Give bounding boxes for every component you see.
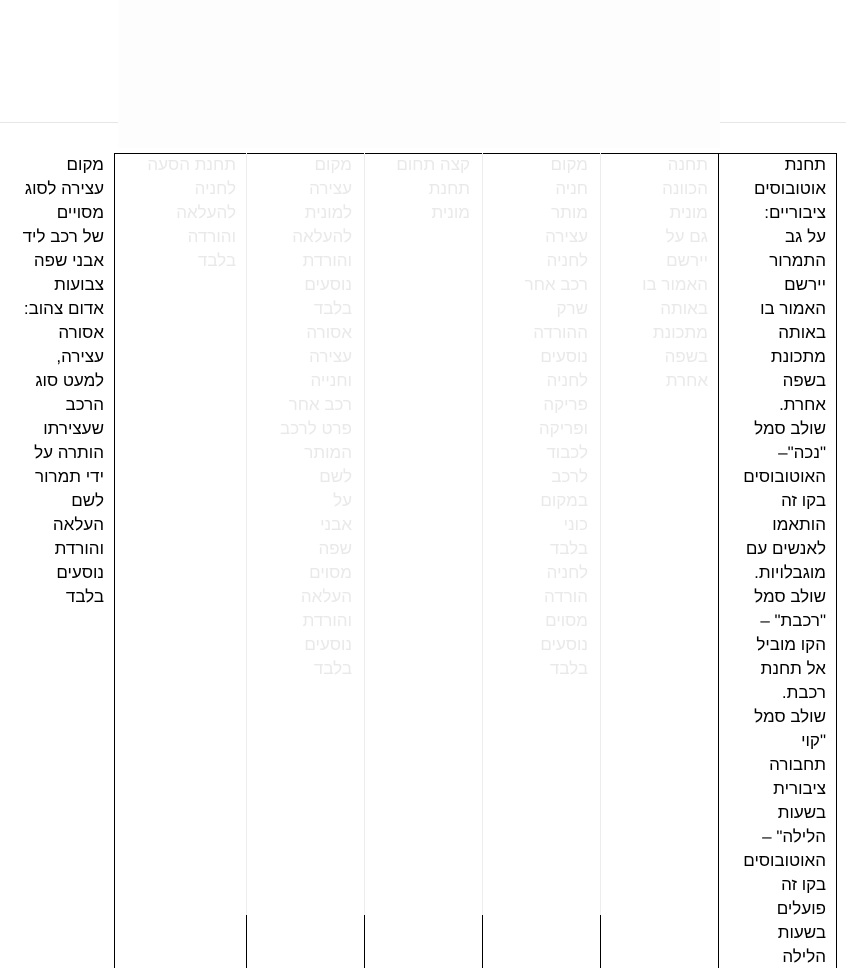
column-divider [246, 153, 247, 915]
column-divider [482, 915, 483, 968]
cell-line: אסורה [306, 323, 352, 342]
signs-table-frame [114, 153, 837, 968]
cell-line: והורדת [302, 251, 352, 270]
cell-line: לחניה [546, 563, 588, 582]
cell-line: האוטובוסים [743, 467, 826, 486]
cell-line: מקום [550, 155, 588, 174]
cell-line: רכב אחר [524, 275, 588, 294]
cell-line: הותרה על [34, 443, 104, 462]
cell-line: שרק [556, 299, 588, 318]
cell-line: והורדה [187, 227, 236, 246]
column-divider [364, 153, 365, 915]
page-rule-left [0, 122, 118, 123]
cell-line: להעלאה [176, 203, 236, 222]
cell-line: בשעות [777, 923, 826, 942]
cell-line: עצירה [309, 179, 352, 198]
cell-line: על גב [785, 227, 826, 246]
cell-line: מסויים [56, 203, 104, 222]
cell-line: אבני [320, 515, 352, 534]
cell-line: של רכב ליד [22, 227, 104, 246]
cell-parking-bay [525, 153, 588, 681]
cell-line: בלבד [549, 539, 588, 558]
cell-line: אסורה [58, 323, 104, 342]
cell-line: בלבד [313, 299, 352, 318]
cell-line: נוסעים [304, 635, 352, 654]
cell-colored-curb [396, 153, 470, 225]
cell-line: מסוים [309, 563, 352, 582]
cell-line: גם על [665, 227, 708, 246]
cell-line: והורדת [302, 611, 352, 630]
cell-line: האוטובוסים [743, 851, 826, 870]
cell-line: שולב סמל [754, 707, 826, 726]
column-divider [600, 915, 601, 968]
cell-loading-zone [280, 153, 352, 681]
cell-line: נוסעים [540, 347, 588, 366]
cell-line: לחניה [546, 371, 588, 390]
cell-line: מוגבלויות. [754, 563, 826, 582]
cell-line: שולב סמל [754, 419, 826, 438]
cell-line: באותה [660, 299, 708, 318]
cell-line: יירשם [666, 251, 708, 270]
cell-line: עצירה, [56, 347, 104, 366]
cell-taxi-stop [642, 153, 708, 393]
cell-line: חניה [555, 179, 588, 198]
cell-line: הקו מוביל [756, 635, 826, 654]
cell-line: לשם [71, 491, 104, 510]
cell-line: הורדה [544, 587, 588, 606]
cell-line: תחנת [784, 155, 826, 174]
page-rule-right [720, 122, 846, 123]
cell-line: האמור בו [642, 275, 708, 294]
cell-line: שעצירתו [43, 419, 104, 438]
cell-line: מונית [669, 203, 708, 222]
cell-line: הכוונה [662, 179, 708, 198]
cell-line: צבועות [54, 275, 104, 294]
cell-line: מסוים [545, 611, 588, 630]
cell-line: שולב סמל [754, 587, 826, 606]
cell-line: וחנייה [310, 371, 352, 390]
cell-line: לרכב [551, 467, 588, 486]
cell-line: מונית [431, 203, 470, 222]
cell-line: בקו זה [781, 491, 826, 510]
cell-line: העלאה [300, 587, 352, 606]
cell-line: אדום צהוב: [23, 299, 104, 318]
cell-line: בשפה [664, 347, 708, 366]
cell-line: עצירה [545, 227, 588, 246]
cell-line: אבני שפה [33, 251, 104, 270]
cell-line: נוסעים [540, 635, 588, 654]
cell-bus-stop [743, 153, 826, 969]
cell-line: לחניה [194, 179, 236, 198]
cell-line: "נכה"– [778, 443, 826, 462]
cell-line: ידי תמרור [35, 467, 104, 486]
cell-line: מתכונת [770, 347, 826, 366]
column-divider [482, 153, 483, 915]
cell-line: ההורדה [533, 323, 588, 342]
cell-line: בשפה [782, 371, 826, 390]
cell-line: המותר [304, 443, 352, 462]
cell-line: פרט לרכב [280, 419, 352, 438]
cell-line: לחניה [546, 251, 588, 270]
cell-line: עצירה לסוג [24, 179, 104, 198]
cell-line: רכב אחר [288, 395, 352, 414]
column-divider [246, 915, 247, 968]
cell-line: אחרת [665, 371, 708, 390]
cell-line: בלבד [65, 587, 104, 606]
cell-line: אל תחנת [760, 659, 826, 678]
cell-line: אוטובוסים [754, 179, 826, 198]
cell-line: תחבורה [769, 755, 826, 774]
cell-line: "קוי [801, 731, 826, 750]
cell-line: והורדת [54, 539, 104, 558]
cell-line: על [333, 491, 352, 510]
cell-line: מותר [551, 203, 588, 222]
cell-line: רכבת. [781, 683, 826, 702]
cell-line: ופריקה [538, 419, 588, 438]
cell-line: הרכב [65, 395, 104, 414]
cell-line: פועלים [776, 899, 826, 918]
cell-line: בלבד [313, 659, 352, 678]
cell-line: נוסעים [304, 275, 352, 294]
cell-line: תחנה [667, 155, 708, 174]
cell-line: האמור בו [760, 299, 826, 318]
cell-line: מתכונת [652, 323, 708, 342]
cell-line: נוסעים [56, 563, 104, 582]
dimmed-overlay [118, 0, 720, 148]
cell-line: ציבורית [773, 779, 826, 798]
cell-line: עצירה [309, 347, 352, 366]
cell-line: ציבוריים: [764, 203, 826, 222]
cell-line: אחרת. [779, 395, 826, 414]
cell-special-vehicle-stop [23, 153, 104, 609]
cell-line: הלילה [782, 947, 826, 966]
cell-line: בשעות [777, 803, 826, 822]
cell-line: להעלאה [292, 227, 352, 246]
cell-line: התמרור [769, 251, 826, 270]
cell-line: תחנת [428, 179, 470, 198]
cell-line: באותה [778, 323, 826, 342]
cell-taxi-loading [147, 153, 236, 273]
cell-line: בלבד [549, 659, 588, 678]
cell-line: מקום [314, 155, 352, 174]
cell-line: למעט סוג [35, 371, 104, 390]
cell-line: פריקה [543, 395, 588, 414]
cell-line: "רכבת" – [760, 611, 826, 630]
cell-line: לשם [319, 467, 352, 486]
column-divider [600, 153, 601, 915]
cell-line: כוני [563, 515, 588, 534]
column-divider [364, 915, 365, 968]
cell-line: מקום [66, 155, 104, 174]
cell-line: יירשם [784, 275, 826, 294]
cell-line: לאנשים עם [745, 539, 826, 558]
cell-line: הותאמו [772, 515, 826, 534]
cell-line: לכבוד [546, 443, 588, 462]
cell-line: בלבד [197, 251, 236, 270]
cell-line: במקום [540, 491, 588, 510]
column-divider [718, 153, 719, 968]
cell-line: תחנת הסעה [147, 155, 236, 174]
cell-line: שפה [318, 539, 352, 558]
cell-line: הלילה" – [762, 827, 826, 846]
cell-line: בקו זה [781, 875, 826, 894]
cell-line: קצה תחום [396, 155, 470, 174]
cell-line: העלאה [52, 515, 104, 534]
cell-line: למונית [304, 203, 352, 222]
